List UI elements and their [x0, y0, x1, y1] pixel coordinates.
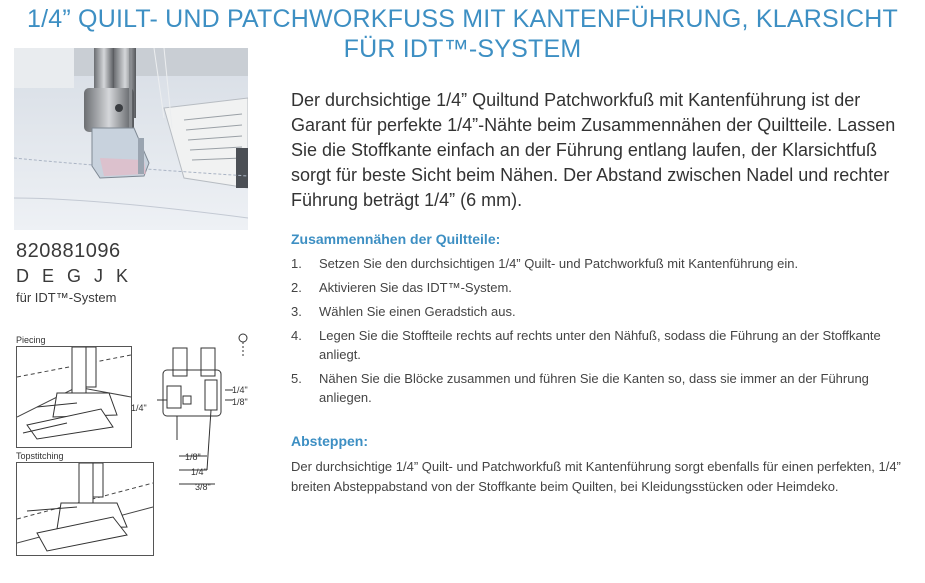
measure-label-quarter-bottom: 1/4"	[191, 467, 207, 477]
list-item: 3. Wählen Sie einen Geradstich aus.	[291, 304, 516, 319]
page-title: 1/4” QUILT- UND PATCHWORKFUSS MIT KANTENFÜHRUNG, KLARSICHT FÜR IDT™-SYSTEM	[27, 5, 898, 63]
piecing-diagram	[16, 346, 132, 448]
list-item: 2. Aktivieren Sie das IDT™-System.	[291, 280, 512, 295]
article-number: 820881096	[16, 240, 121, 262]
topstitching-paragraph: Der durchsichtige 1/4” Quilt- und Patchworkfuß mit Kantenführung sorgt ebenfalls für einen perfekten, 1/4” breiten Absteppabstand von der Stoffkante beim Quilten, bei Kleidungsstücken oder Heimdeko.	[291, 459, 901, 494]
intro-paragraph: Der durchsichtige 1/4” Quiltund Patchworkfuß mit Kantenführung ist der Garant für perfekte 1/4”-Nähte beim Zusammennähen der Quiltteile. Lassen Sie die Stoffkante einfach an der Führung entlang laufen, der Klarsichtfuß sorgt für beste Sicht beim Nähen. Der Abstand zwischen Nadel und rechter Führung beträgt 1/4” (6 mm).	[291, 90, 896, 210]
foot-schematic	[125, 330, 255, 500]
topstitching-label: Topstitching	[16, 451, 64, 461]
machine-codes: D E G J K	[16, 266, 133, 286]
presser-foot-photo	[14, 48, 248, 230]
piecing-label: Piecing	[16, 335, 46, 345]
list-item: 5. Nähen Sie die Blöcke zusammen und führen Sie die Kanten so, dass sie immer an der Führung anliegen.	[291, 371, 869, 405]
list-item: 4. Legen Sie die Stoffteile rechts auf rechts unter den Nähfuß, sodass die Führung an der Stoffkante anliegt.	[291, 328, 881, 362]
measure-label-quarter-right: 1/4"	[232, 385, 248, 395]
measure-label-quarter-left: 1/4"	[131, 403, 147, 413]
measure-label-eighth: 1/8"	[185, 452, 201, 462]
measure-label-eighth-right: 1/8"	[232, 397, 248, 407]
measure-label-three-eighths: 3/8"	[195, 482, 211, 492]
list-item: 1. Setzen Sie den durchsichtigen 1/4” Quilt- und Patchworkfuß mit Kantenführung ein.	[291, 256, 799, 271]
section-heading-topstitching: Absteppen:	[291, 433, 368, 449]
system-label: für IDT™-System	[16, 290, 117, 305]
section-heading-piecing: Zusammennähen der Quiltteile:	[291, 231, 501, 247]
piecing-steps	[291, 254, 921, 412]
